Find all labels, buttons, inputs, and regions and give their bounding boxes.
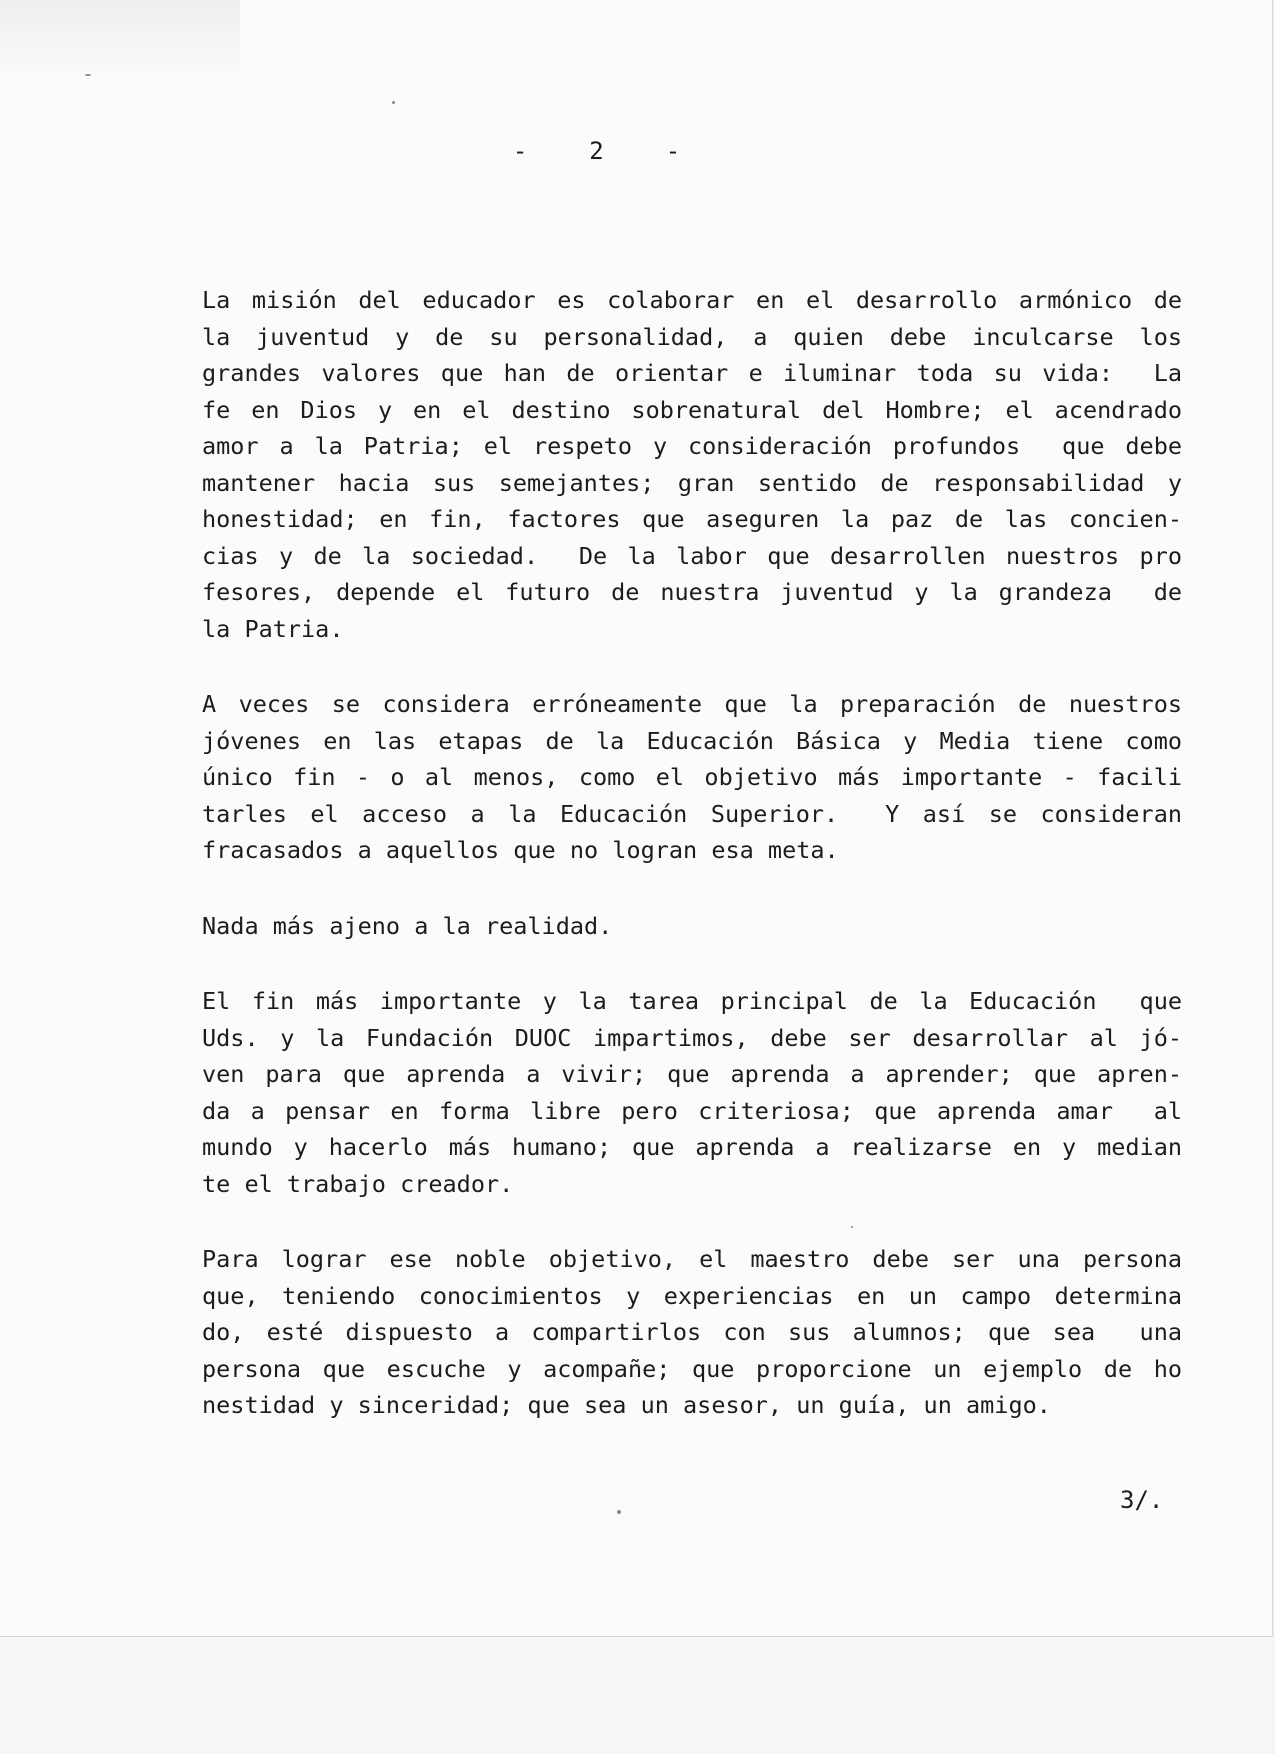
paragraph [202,686,1182,869]
text-line: cias y de la sociedad. De la labor que desarrollen nuestros pro [202,541,1182,570]
paragraph [202,983,1182,1202]
text-line: grandes valores que han de orientar e iluminar toda su vida: La [202,359,1182,387]
text-line: mundo y hacerlo más humano; que aprenda a realizarse en y median [202,1133,1182,1161]
text-line: A veces se considera erróneamente que la preparación de nuestros [202,690,1182,718]
text-line: jóvenes en las etapas de la Educación Básica y Media tiene como [202,726,1182,755]
body-text [202,282,1182,1463]
continuation-marker: 3/. [1120,1486,1164,1514]
text-line: que, teniendo conocimientos y experiencias en un campo determina [202,1281,1182,1310]
scan-margin [0,1637,1275,1754]
text-line: la juventud y de su personalidad, a quien debe inculcarse los [202,322,1182,351]
paragraph [202,282,1182,647]
text-line: amor a la Patria; el respeto y consideración profundos que debe [202,432,1182,460]
text-line: fracasados a aquellos que no logran esa meta. [202,836,839,864]
paragraph [202,908,1182,945]
text-line: da a pensar en forma libre pero criteriosa; que aprenda amar al [202,1096,1182,1125]
page-number-dash-left: - [512,137,530,165]
scan-shadow [0,0,240,80]
text-line: fesores, depende el futuro de nuestra juventud y la grandeza de [202,578,1182,606]
paragraph [202,1241,1182,1424]
scan-speck [85,74,91,76]
page-number [0,137,1195,165]
text-line: La misión del educador es colaborar en el desarrollo armónico de [202,286,1182,314]
text-line: El fin más importante y la tarea principal de la Educación que [202,987,1182,1015]
page-number-dash-right: - [665,137,683,165]
text-line: persona que escuche y acompañe; que proporcione un ejemplo de ho [202,1354,1182,1383]
text-line: fe en Dios y en el destino sobrenatural del Hombre; el acendrado [202,395,1182,424]
page-number-value: 2 [589,137,606,165]
text-line: mantener hacia sus semejantes; gran sentido de responsabilidad y [202,468,1182,497]
text-line: ven para que aprenda a vivir; que aprenda a aprender; que apren- [202,1060,1182,1088]
text-line: Para lograr ese noble objetivo, el maestro debe ser una persona [202,1245,1182,1273]
scan-speck [392,101,395,104]
text-line: do, esté dispuesto a compartirlos con sus alumnos; que sea una [202,1318,1182,1346]
text-line: nestidad y sinceridad; que sea un asesor, un guía, un amigo. [202,1391,1051,1419]
text-line: tarles el acceso a la Educación Superior. Y así se consideran [202,799,1182,828]
text-line: único fin - o al menos, como el objetivo más importante - facili [202,763,1182,791]
scan-speck [851,1226,853,1228]
scan-speck [617,1510,621,1514]
text-line: Uds. y la Fundación DUOC impartimos, debe ser desarrollar al jó- [202,1023,1182,1052]
text-line: la Patria. [202,614,344,643]
text-line: Nada más ajeno a la realidad. [202,911,613,940]
text-line: te el trabajo creador. [202,1169,514,1198]
text-line: honestidad; en fin, factores que aseguren la paz de las concien- [202,505,1182,533]
